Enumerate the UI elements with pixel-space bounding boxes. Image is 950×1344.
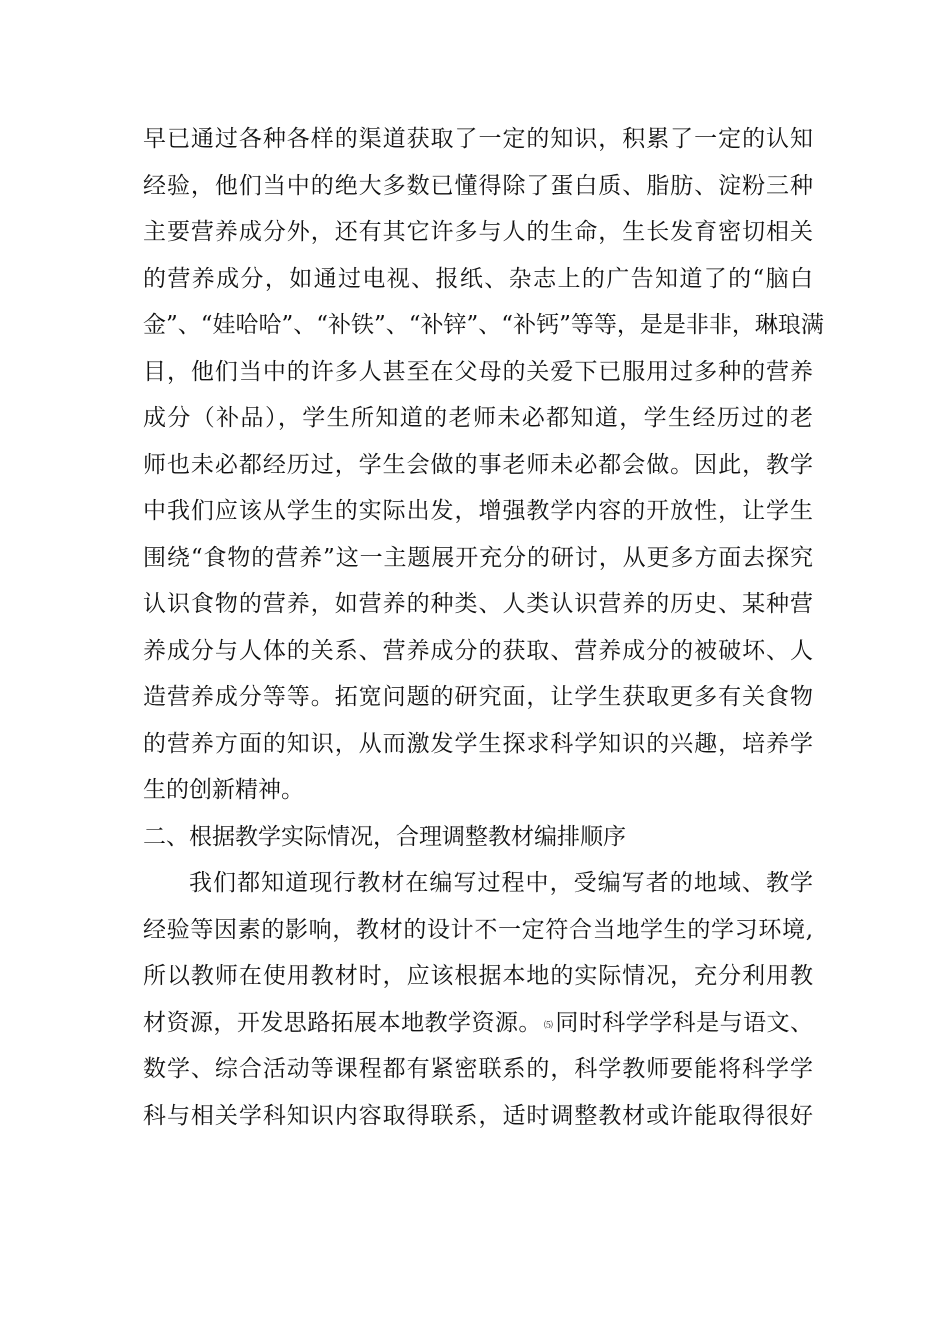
text-line: 认识食物的营养，如营养的种类、人类认识营养的历史、某种营 <box>143 591 813 617</box>
reference-marker: ⑸ <box>543 1020 554 1031</box>
text-line: 养成分与人体的关系、营养成分的获取、营养成分的被破坏、人 <box>143 637 813 664</box>
text-line: 经验等因素的影响，教材的设计不一定符合当地学生的学习环境, <box>143 916 813 943</box>
text-line: 师也未必都经历过，学生会做的事老师未必都会做。因此，教学 <box>143 451 813 478</box>
text-line: 的营养成分，如通过电视、报纸、杂志上的广告知道了的“脑白 <box>143 265 813 292</box>
text-line: 生的创新精神。 <box>143 777 304 803</box>
text-line: 早已通过各种各样的渠道获取了一定的知识，积累了一定的认知 <box>143 126 813 152</box>
text-line-with-reference <box>143 1000 813 1047</box>
text-line: 所以教师在使用教材时，应该根据本地的实际情况，充分利用教 <box>143 963 813 989</box>
body-text <box>143 116 824 1139</box>
text-line: 主要营养成分外，还有其它许多与人的生命，生长发育密切相关 <box>143 219 813 245</box>
text-line: 目，他们当中的许多人甚至在父母的关爱下已服用过多种的营养 <box>143 358 813 385</box>
text-line: 围绕“食物的营养”这一主题展开充分的研讨，从更多方面去探究 <box>143 544 813 571</box>
text-line: 数学、综合活动等课程都有紧密联系的，科学教师要能将科学学 <box>143 1056 813 1082</box>
text-segment: 材资源，开发思路拓展本地教学资源。 <box>143 1009 542 1036</box>
text-line: 金”、“娃哈哈”、“补铁”、“补锌”、“补钙”等等，是是非非，琳琅满 <box>143 312 824 338</box>
text-line: 中我们应该从学生的实际出发，增强教学内容的开放性，让学生 <box>143 498 813 524</box>
text-line: 成分（补品），学生所知道的老师未必都知道，学生经历过的老 <box>143 405 813 431</box>
text-line: 的营养方面的知识，从而激发学生探求科学知识的兴趣，培养学 <box>143 730 813 757</box>
text-line: 经验，他们当中的绝大多数已懂得除了蛋白质、脂肪、淀粉三种 <box>143 172 813 199</box>
text-line: 造营养成分等等。拓宽问题的研究面，让学生获取更多有关食物 <box>143 684 813 710</box>
text-segment: 同时科学学科是与语文、 <box>555 1009 813 1036</box>
text-line: 科与相关学科知识内容取得联系，适时调整教材或许能取得很好 <box>143 1102 813 1129</box>
text-line: 我们都知道现行教材在编写过程中，受编写者的地域、教学 <box>189 870 813 896</box>
section-heading: 二、根据教学实际情况，合理调整教材编排顺序 <box>143 823 626 850</box>
